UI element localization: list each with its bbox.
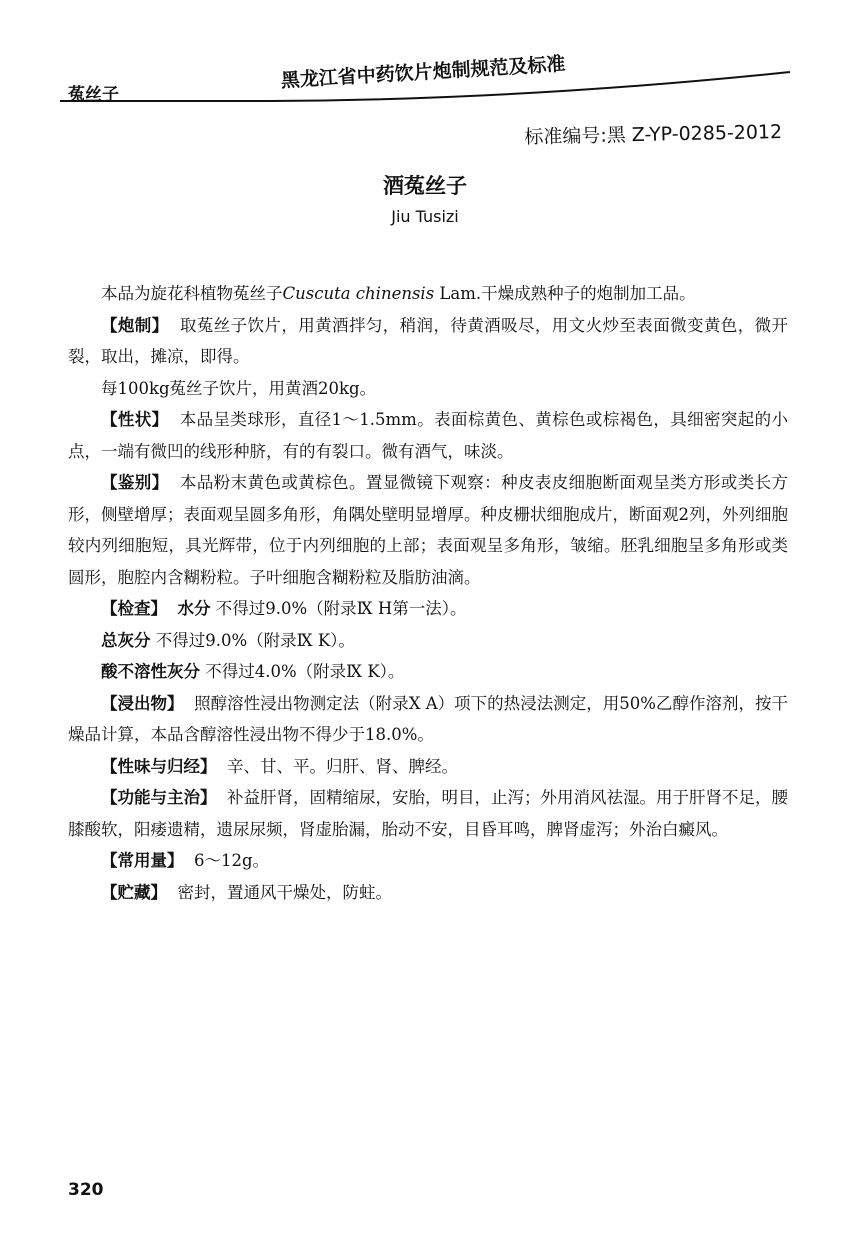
intro-latin-name: Cuscuta chinensis <box>282 284 435 303</box>
dosage-note-text: 每100kg菟丝子饮片，用黄酒20kg。 <box>101 378 377 398</box>
acid-ash-paragraph <box>68 656 788 688</box>
dosage-note <box>68 373 788 405</box>
inspection-head: 【检查】 <box>101 599 167 618</box>
book-title: 黑龙江省中药饮片炮制规范及标准 <box>280 53 567 92</box>
total-ash-label: 总灰分 <box>101 630 151 650</box>
characters-head: 【性状】 <box>101 410 169 429</box>
identification-head: 【鉴别】 <box>101 473 169 492</box>
inspection-paragraph <box>68 593 788 625</box>
storage-text: 密封，置通风干燥处，防蛀。 <box>177 882 392 902</box>
running-header <box>0 0 850 110</box>
intro-tail: Lam.干燥成熟种子的炮制加工品。 <box>434 284 696 303</box>
functions-head: 【功能与主治】 <box>101 788 217 807</box>
page-number: 320 <box>68 1180 104 1200</box>
usage-head: 【常用量】 <box>101 851 184 870</box>
usage-text: 6～12g。 <box>194 851 270 870</box>
extract-paragraph <box>68 688 788 751</box>
page-title-pinyin: Jiu Tusizi <box>391 207 459 226</box>
storage-head: 【贮藏】 <box>101 882 167 902</box>
extract-text: 照醇溶性浸出物测定法（附录Ⅹ A）项下的热浸法测定，用50%乙醇作溶剂，按干燥品计算，本品含醇溶性浸出物不得少于18.0%。 <box>68 693 788 744</box>
moisture-text: 不得过9.0%（附录Ⅸ H第一法）。 <box>215 599 467 618</box>
monograph-body <box>68 278 788 908</box>
intro-lead: 本品为旋花科植物菟丝子 <box>101 284 283 303</box>
standard-number: 标准编号:黑 Z-YP-0285-2012 <box>524 120 783 149</box>
identification-paragraph <box>68 467 788 593</box>
intro-paragraph <box>68 278 788 310</box>
storage-paragraph <box>68 877 788 909</box>
total-ash-text: 不得过9.0%（附录Ⅸ K）。 <box>155 630 355 650</box>
processing-paragraph <box>68 310 788 373</box>
processing-text: 取菟丝子饮片，用黄酒拌匀，稍润，待黄酒吸尽，用文火炒至表面微变黄色，微开裂，取出，摊凉，即得。 <box>68 315 789 366</box>
processing-head: 【炮制】 <box>101 315 169 335</box>
moisture-label: 水分 <box>177 599 211 618</box>
characters-paragraph <box>68 404 788 467</box>
characters-text: 本品呈类球形，直径1～1.5mm。表面棕黄色、黄棕色或棕褐色，具细密突起的小点，一端有微凹的线形种脐，有的有裂口。微有酒气，味淡。 <box>68 410 788 461</box>
header-rule <box>0 0 850 110</box>
nature-head: 【性味与归经】 <box>101 756 217 776</box>
functions-paragraph <box>68 782 788 845</box>
page-title: 酒菟丝子 <box>383 174 467 198</box>
usage-paragraph <box>68 845 788 877</box>
section-label: 菟丝子 <box>68 85 119 105</box>
extract-head: 【浸出物】 <box>101 693 184 713</box>
acid-ash-text: 不得过4.0%（附录Ⅸ K）。 <box>205 662 405 681</box>
functions-text: 补益肝肾，固精缩尿，安胎，明目，止泻；外用消风祛湿。用于肝肾不足，腰膝酸软，阳痿遗精，遗尿尿频，肾虚胎漏，胎动不安，目昏耳鸣，脾肾虚泻；外治白癜风。 <box>68 788 788 839</box>
total-ash-paragraph <box>68 625 788 657</box>
acid-ash-label: 酸不溶性灰分 <box>101 662 200 681</box>
identification-text: 本品粉末黄色或黄棕色。置显微镜下观察：种皮表皮细胞断面观呈类方形或类长方形，侧壁增厚；表面观呈圆多角形，角隅处壁明显增厚。种皮栅状细胞成片，断面观2列，外列细胞较内列细胞短，具光辉带，位于内列细胞的上部；表面观呈多角形，皱缩。胚乳细胞呈多角形或类圆形，胞腔内含糊粉粒。子叶细胞含糊粉粒及脂肪油滴。 <box>68 473 789 587</box>
nature-paragraph <box>68 751 788 783</box>
nature-text: 辛、甘、平。归肝、肾、脾经。 <box>227 756 458 776</box>
